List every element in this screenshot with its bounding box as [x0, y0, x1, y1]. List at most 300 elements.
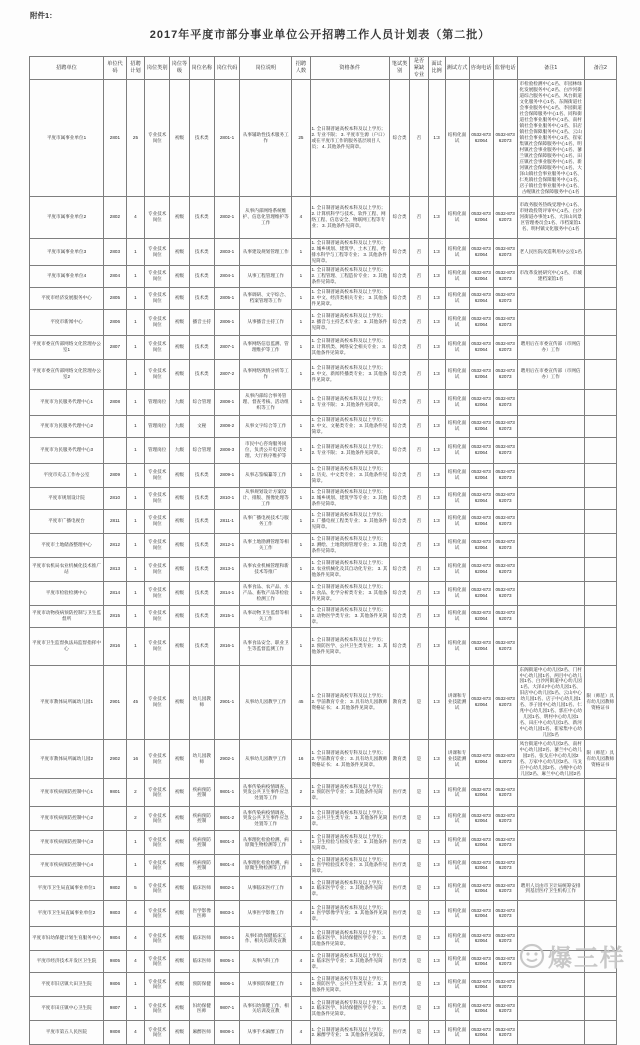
cell-test_method: 结构化面试	[445, 806, 469, 830]
cell-note1: 市政务服务热线受理中心1名、市财政投资评审中心1名、白沙河街道办事处1名、大泽山风景区管理委员会1名、市档案馆1名、明村镇文化服务中心1名	[517, 196, 584, 238]
cell-post_name: 技术类	[189, 557, 214, 581]
cell-post_grade: 初级	[170, 509, 189, 533]
cell-post_desc: 从事农业机械管理和新技术等推广	[240, 557, 292, 581]
cell-major_restrict: 否	[410, 557, 428, 581]
cell-unit: 平度市新闻中心	[30, 309, 104, 335]
cell-supervise_phone: 0532-87362073	[493, 627, 517, 665]
cell-post_type: 专业技术岗位	[145, 196, 170, 238]
cell-qualification: 1. 全日制普通高校本科及以上学历； 2. 临床医学、妇幼保健医学专业； 3. 其他条件见简章。	[310, 926, 389, 950]
cell-supervise_phone: 0532-87362073	[493, 238, 517, 265]
cell-note1	[517, 415, 584, 437]
cell-plan: 1	[126, 557, 144, 581]
cell-num: 4	[292, 950, 310, 972]
cell-note1	[517, 972, 584, 996]
cell-post_grade: 初级	[170, 926, 189, 950]
cell-unit: 平度市广播电视台	[30, 509, 104, 533]
cell-plan: 2	[126, 778, 144, 806]
cell-note1	[517, 533, 584, 557]
cell-plan: 25	[126, 80, 144, 196]
cell-plan: 4	[126, 926, 144, 950]
cell-written_type: 医疗类	[389, 900, 410, 926]
cell-num: 1	[292, 335, 310, 359]
column-header-test_method: 测试方式	[445, 57, 469, 80]
cell-num: 1	[292, 605, 310, 627]
table-row	[30, 996, 617, 1020]
cell-note1	[517, 463, 584, 487]
cell-test_method: 结构化面试	[445, 335, 469, 359]
column-header-post_desc: 岗位说明	[240, 57, 292, 80]
cell-note2	[584, 80, 616, 196]
column-header-num: 招聘人数	[292, 57, 310, 80]
cell-post_type: 专业技术岗位	[145, 265, 170, 287]
table-row	[30, 778, 617, 806]
cell-note2	[584, 778, 616, 806]
table-row	[30, 509, 617, 533]
cell-num: 1	[292, 389, 310, 415]
cell-unit_code	[103, 830, 126, 854]
cell-written_type: 综合类	[389, 265, 410, 287]
cell-supervise_phone: 0532-87362073	[493, 830, 517, 854]
table-row	[30, 487, 617, 509]
cell-major_restrict: 是	[410, 740, 428, 779]
cell-post_grade: 初级	[170, 972, 189, 996]
cell-unit: 平度市属事业单位4	[30, 265, 104, 287]
cell-post_grade: 初级	[170, 854, 189, 876]
cell-supervise_phone: 0532-87362073	[493, 389, 517, 415]
cell-qualification: 1. 全日制普通高校本科及以上学历； 2. 专业不限； 3. 其他条件见简章。	[310, 437, 389, 463]
cell-test_method: 结构化面试	[445, 830, 469, 854]
cell-qualification: 1. 全日制普通高校本科及以上学历； 2. 计算机科学与技术、软件工程、网络工程、信息安全、物联网工程等专业； 3. 其他条件见简章。	[310, 196, 389, 238]
cell-major_restrict: 否	[410, 309, 428, 335]
cell-post_grade: 初级	[170, 1020, 189, 1044]
cell-major_restrict: 否	[410, 581, 428, 605]
table-row	[30, 740, 617, 779]
cell-note1	[517, 309, 584, 335]
cell-consult_phone: 0532-87362064	[469, 627, 493, 665]
cell-note2	[584, 415, 616, 437]
cell-supervise_phone: 0532-87362073	[493, 196, 517, 238]
cell-consult_phone: 0532-87362064	[469, 557, 493, 581]
cell-plan: 1	[126, 487, 144, 509]
cell-test_method: 结构化面试	[445, 778, 469, 806]
cell-major_restrict: 否	[410, 287, 428, 309]
page-title: 2017年平度市部分事业单位公开招聘工作人员计划表（第二批）	[149, 29, 491, 41]
cell-consult_phone: 0532-87362064	[469, 509, 493, 533]
cell-post_type: 专业技术岗位	[145, 309, 170, 335]
cell-num: 2	[292, 778, 310, 806]
cell-supervise_phone: 0532-87362073	[493, 854, 517, 876]
cell-post_desc: 从事工程管理工作	[240, 265, 292, 287]
cell-note1	[517, 627, 584, 665]
cell-note2	[584, 806, 616, 830]
cell-unit_code: 9804	[103, 926, 126, 950]
cell-test_method: 结构化面试	[445, 972, 469, 996]
cell-written_type: 综合类	[389, 287, 410, 309]
cell-post_grade: 初级	[170, 557, 189, 581]
cell-post_grade: 初级	[170, 581, 189, 605]
cell-post_name: 临床医师	[189, 876, 214, 900]
cell-post_code: 2802-1	[214, 196, 239, 238]
cell-qualification: 1. 全日制普通高校本科及以上学历； 2. 城乡规划、建筑学等专业； 3. 其他条件见简章。	[310, 487, 389, 509]
cell-post_type: 专业技术岗位	[145, 830, 170, 854]
cell-test_method: 结构化面试	[445, 557, 469, 581]
cell-plan: 1	[126, 389, 144, 415]
cell-post_grade: 初级	[170, 605, 189, 627]
cell-unit_code: 2810	[103, 487, 126, 509]
cell-test_method: 结构化面试	[445, 605, 469, 627]
table-row	[30, 1020, 617, 1044]
cell-post_name: 文秘	[189, 415, 214, 437]
cell-post_grade: 初级	[170, 806, 189, 830]
cell-unit: 平度市土地储备整理中心	[30, 533, 104, 557]
cell-post_name: 技术类	[189, 335, 214, 359]
cell-post_desc: 市民中心咨询服务岗位，负责公开电话受理、大厅秩序维护等	[240, 437, 292, 463]
cell-written_type: 综合类	[389, 238, 410, 265]
cell-qualification: 1. 全日制普通高校专科及以上学历； 2. 预防医学、公共卫生类专业； 3. 其他条件见简章。	[310, 972, 389, 996]
cell-note2	[584, 309, 616, 335]
cell-unit: 平度市教体局所属幼儿园2	[30, 740, 104, 779]
cell-plan: 4	[126, 900, 144, 926]
cell-supervise_phone: 0532-87362073	[493, 487, 517, 509]
cell-num: 1	[292, 854, 310, 876]
cell-num: 1	[292, 287, 310, 309]
cell-major_restrict: 是	[410, 950, 428, 972]
cell-supervise_phone: 0532-87362073	[493, 806, 517, 830]
cell-post_name: 技术类	[189, 80, 214, 196]
cell-consult_phone: 0532-87362064	[469, 900, 493, 926]
cell-major_restrict: 是	[410, 900, 428, 926]
cell-consult_phone: 0532-87362064	[469, 876, 493, 900]
cell-post_name: 技术类	[189, 509, 214, 533]
table-row	[30, 389, 617, 415]
cell-plan: 4	[126, 196, 144, 238]
cell-post_name: 技术类	[189, 196, 214, 238]
cell-note2: 限（师范）具有幼儿园教师资格证书	[584, 665, 616, 740]
cell-post_type: 专业技术岗位	[145, 80, 170, 196]
cell-test_method: 结构化面试	[445, 533, 469, 557]
cell-test_method: 讲课和专业技能测试	[445, 740, 469, 779]
cell-unit: 平度市疾病预防控制中心4	[30, 854, 104, 876]
cell-supervise_phone: 0532-87362073	[493, 900, 517, 926]
cell-interview_ratio: 1:3	[428, 972, 445, 996]
cell-note1	[517, 1020, 584, 1044]
cell-post_code: 9802-1	[214, 876, 239, 900]
cell-test_method: 结构化面试	[445, 581, 469, 605]
cell-post_name: 疾病预防控制	[189, 806, 214, 830]
cell-note1: 老人民医院改造利用办公室1名	[517, 238, 584, 265]
cell-unit: 平度市委宣传部网络文化管理办公室2	[30, 359, 104, 389]
cell-note1: 东阁街道中心幼儿园2名、门村中心幼儿园1名、两目中心幼儿园1名、白沙河街道中心幼儿园1名、大泽山中心幼儿园1名、旧店中心幼儿园1名、云山中心幼儿园1名、店子中心幼儿园1名、李子园中心幼儿园1名、仁兆中心幼儿园1名、郭庄中心幼儿园1名、明村中心幼儿园1名、田庄中心幼儿园1名、新河中心幼儿园1名、崔家集中心幼儿园1名	[517, 665, 584, 740]
cell-note2	[584, 287, 616, 309]
cell-post_code: 2806-1	[214, 309, 239, 335]
cell-note2	[584, 605, 616, 627]
cell-post_grade: 初级	[170, 876, 189, 900]
cell-test_method: 结构化面试	[445, 1020, 469, 1044]
cell-written_type: 医疗类	[389, 996, 410, 1020]
cell-interview_ratio: 1:3	[428, 996, 445, 1020]
cell-qualification: 1. 全日制普通高校本科及以上学历； 2. 中文、文秘类专业； 3. 其他条件见简章。	[310, 415, 389, 437]
cell-qualification: 1. 全日制普通高校本科及以上学历； 2. 预防医学、公共卫生类专业； 3. 其他条件见简章。	[310, 627, 389, 665]
cell-post_type: 专业技术岗位	[145, 876, 170, 900]
cell-qualification: 1. 全日制普通高校本科及以上学历； 2. 播音与主持艺术专业； 3. 其他条件见简章。	[310, 309, 389, 335]
cell-unit_code	[103, 854, 126, 876]
cell-post_desc: 从事理化检验检测、病原微生物检测等工作	[240, 830, 292, 854]
cell-consult_phone: 0532-87362064	[469, 415, 493, 437]
cell-qualification: 1. 全日制普通高校本科及以上学历； 2. 公共卫生类专业； 3. 其他条件见简章。	[310, 806, 389, 830]
cell-post_code: 2816-1	[214, 627, 239, 665]
cell-note1	[517, 287, 584, 309]
cell-unit_code	[103, 806, 126, 830]
cell-written_type: 综合类	[389, 605, 410, 627]
cell-major_restrict: 是	[410, 830, 428, 854]
cell-post_name: 技术类	[189, 287, 214, 309]
cell-post_code: 2803-1	[214, 238, 239, 265]
cell-written_type: 综合类	[389, 437, 410, 463]
cell-plan: 1	[126, 854, 144, 876]
table-row	[30, 972, 617, 996]
cell-post_name: 幼儿园教师	[189, 740, 214, 779]
cell-interview_ratio: 1:3	[428, 806, 445, 830]
cell-post_type: 专业技术岗位	[145, 557, 170, 581]
table-row	[30, 359, 617, 389]
cell-post_grade: 初级	[170, 487, 189, 509]
cell-interview_ratio: 1:3	[428, 487, 445, 509]
table-row	[30, 830, 617, 854]
table-row	[30, 665, 617, 740]
cell-unit_code: 2801	[103, 80, 126, 196]
cell-supervise_phone: 0532-87362073	[493, 80, 517, 196]
column-header-note2: 备注2	[584, 57, 616, 80]
cell-qualification: 1. 全日制普通高校本科及以上学历； 2. 历史、中文类专业； 3. 其他条件见简章。	[310, 463, 389, 487]
cell-interview_ratio: 1:3	[428, 740, 445, 779]
cell-note2	[584, 463, 616, 487]
cell-post_code: 9803-1	[214, 900, 239, 926]
cell-post_type: 专业技术岗位	[145, 740, 170, 779]
cell-written_type: 综合类	[389, 509, 410, 533]
cell-qualification: 1. 全日制普通高校本科及以上学历； 2. 医学影像学专业； 3. 其他条件见简章。	[310, 900, 389, 926]
cell-note1	[517, 557, 584, 581]
cell-unit_code: 2902	[103, 740, 126, 779]
cell-consult_phone: 0532-87362064	[469, 389, 493, 415]
cell-post_name: 妇幼保健医师	[189, 996, 214, 1020]
plan-table	[29, 56, 617, 1045]
cell-note2	[584, 196, 616, 238]
cell-consult_phone: 0532-87362064	[469, 830, 493, 854]
cell-test_method: 结构化面试	[445, 926, 469, 950]
cell-num: 25	[292, 80, 310, 196]
cell-post_desc: 从事传染病疫情调查、突发公共卫生事件应急处置等工作	[240, 778, 292, 806]
cell-unit_code: 2816	[103, 627, 126, 665]
table-row	[30, 627, 617, 665]
cell-post_desc: 从事建设规划管理工作	[240, 238, 292, 265]
table-row	[30, 265, 617, 287]
cell-note1	[517, 996, 584, 1020]
cell-test_method: 结构化面试	[445, 265, 469, 287]
cell-post_grade: 九级	[170, 389, 189, 415]
cell-post_code: 2805-1	[214, 287, 239, 309]
cell-major_restrict: 是	[410, 996, 428, 1020]
cell-major_restrict: 是	[410, 806, 428, 830]
header-row	[30, 57, 617, 80]
cell-post_type: 专业技术岗位	[145, 806, 170, 830]
cell-plan: 1	[126, 581, 144, 605]
table-row	[30, 605, 617, 627]
cell-num: 1	[292, 972, 310, 996]
cell-plan: 1	[126, 463, 144, 487]
cell-plan: 45	[126, 665, 144, 740]
cell-num: 1	[292, 309, 310, 335]
cell-post_name: 医学影像医师	[189, 900, 214, 926]
cell-qualification: 1. 全日制普通高校专科及以上学历； 2. 学前教育专业； 3. 具有幼儿园教师资格证书； 4. 其他条件见简章。	[310, 740, 389, 779]
cell-interview_ratio: 1:3	[428, 557, 445, 581]
cell-post_grade: 初级	[170, 359, 189, 389]
cell-test_method: 结构化面试	[445, 487, 469, 509]
cell-consult_phone: 0532-87362064	[469, 605, 493, 627]
cell-consult_phone: 0532-87362064	[469, 581, 493, 605]
cell-consult_phone: 0532-87362064	[469, 854, 493, 876]
cell-post_code: 2811-1	[214, 509, 239, 533]
cell-unit_code: 2814	[103, 581, 126, 605]
table-row	[30, 287, 617, 309]
cell-post_name: 幼儿园教师	[189, 665, 214, 740]
cell-post_type: 专业技术岗位	[145, 238, 170, 265]
cell-plan: 1	[126, 509, 144, 533]
cell-num: 4	[292, 926, 310, 950]
cell-post_name: 技术类	[189, 627, 214, 665]
cell-num: 1	[292, 437, 310, 463]
cell-post_type: 专业技术岗位	[145, 950, 170, 972]
cell-unit_code	[103, 359, 126, 389]
cell-post_desc: 从事土地勘测管理等相关工作	[240, 533, 292, 557]
cell-consult_phone: 0532-87362064	[469, 1020, 493, 1044]
cell-written_type: 教育类	[389, 740, 410, 779]
cell-written_type: 综合类	[389, 463, 410, 487]
cell-post_name: 技术类	[189, 463, 214, 487]
cell-post_desc: 从事幼儿园教学工作	[240, 740, 292, 779]
cell-plan: 1	[126, 533, 144, 557]
cell-plan: 1	[126, 830, 144, 854]
cell-major_restrict: 否	[410, 415, 428, 437]
cell-unit_code: 2812	[103, 533, 126, 557]
cell-unit_code: 2811	[103, 509, 126, 533]
cell-note1	[517, 830, 584, 854]
cell-post_type: 专业技术岗位	[145, 359, 170, 389]
cell-post_type: 专业技术岗位	[145, 487, 170, 509]
cell-unit: 平度市疾病预防控制中心3	[30, 830, 104, 854]
table-row	[30, 900, 617, 926]
cell-note2	[584, 533, 616, 557]
table-row	[30, 463, 617, 487]
cell-interview_ratio: 1:3	[428, 359, 445, 389]
cell-plan: 1	[126, 359, 144, 389]
cell-unit: 平度市旧店镇大田卫生院	[30, 972, 104, 996]
cell-unit: 平度市为民服务代理中心3	[30, 437, 104, 463]
table-row	[30, 806, 617, 830]
cell-num: 4	[292, 900, 310, 926]
cell-interview_ratio: 1:3	[428, 389, 445, 415]
cell-qualification: 1. 全日制普通高校本科及以上学历； 2. 临床医学专业； 3. 其他条件见简章。	[310, 950, 389, 972]
column-header-major_restrict: 是否紧缺专业	[410, 57, 428, 80]
cell-post_grade: 初级	[170, 238, 189, 265]
cell-post_type: 专业技术岗位	[145, 509, 170, 533]
cell-test_method: 结构化面试	[445, 287, 469, 309]
column-header-plan: 招聘计划	[126, 57, 144, 80]
cell-test_method: 结构化面试	[445, 900, 469, 926]
cell-written_type: 医疗类	[389, 950, 410, 972]
cell-note1	[517, 854, 584, 876]
cell-plan: 2	[126, 806, 144, 830]
cell-post_type: 专业技术岗位	[145, 335, 170, 359]
cell-post_name: 技术类	[189, 238, 214, 265]
cell-qualification: 1. 全日制普通高校本科及以上学历； 2. 专业不限； 3. 平度市生源（户口）或在平度市工作的服务基层项目人员； 4. 其他条件见简章。	[310, 80, 389, 196]
cell-post_code: 2801-1	[214, 80, 239, 196]
cell-note2	[584, 335, 616, 359]
cell-note2	[584, 996, 616, 1020]
cell-unit_code: 9806	[103, 972, 126, 996]
cell-post_code: 9806-1	[214, 972, 239, 996]
cell-num: 1	[292, 238, 310, 265]
cell-supervise_phone: 0532-87362073	[493, 778, 517, 806]
cell-post_desc: 从事内部综合事务管理、督查考核、活动组织等工作	[240, 389, 292, 415]
column-header-unit_code: 单位代码	[103, 57, 126, 80]
cell-post_code: 2902-1	[214, 740, 239, 779]
cell-written_type: 医疗类	[389, 806, 410, 830]
cell-test_method: 结构化面试	[445, 854, 469, 876]
cell-unit: 平度市属事业单位2	[30, 196, 104, 238]
cell-interview_ratio: 1:3	[428, 876, 445, 900]
cell-qualification: 1. 全日制普通高校本科及以上学历； 2. 卫生检验与检疫专业； 3. 其他条件见简章。	[310, 830, 389, 854]
cell-num: 1	[292, 463, 310, 487]
cell-note1	[517, 778, 584, 806]
column-header-interview_ratio: 面试比例	[428, 57, 445, 80]
cell-written_type: 综合类	[389, 80, 410, 196]
cell-post_grade: 初级	[170, 335, 189, 359]
cell-unit: 平度市卫生局直属事业单位2	[30, 900, 104, 926]
cell-supervise_phone: 0532-87362073	[493, 533, 517, 557]
cell-note2	[584, 900, 616, 926]
cell-written_type: 综合类	[389, 309, 410, 335]
table-row	[30, 854, 617, 876]
cell-note1: 凤台街道中心幼儿园2名、南村中心幼儿园2名、蓼兰中心幼儿园2名、张戈庄中心幼儿园2名、万家中心幼儿园2名、马戈庄中心幼儿园2名、古岘中心幼儿园2名、麻兰中心幼儿园2名	[517, 740, 584, 779]
table-row	[30, 335, 617, 359]
cell-post_code: 9801-1	[214, 778, 239, 806]
cell-qualification: 1. 全日制普通高校本科及以上学历； 2. 麻醉学专业； 3. 其他条件见简章。	[310, 1020, 389, 1044]
cell-plan: 1	[126, 238, 144, 265]
cell-interview_ratio: 1:3	[428, 926, 445, 950]
cell-supervise_phone: 0532-87362073	[493, 581, 517, 605]
cell-written_type: 医疗类	[389, 778, 410, 806]
cell-unit_code: 2807	[103, 335, 126, 359]
cell-post_name: 疾病预防控制	[189, 830, 214, 854]
cell-note2	[584, 359, 616, 389]
cell-post_desc: 从事播音主持工作	[240, 309, 292, 335]
cell-written_type: 医疗类	[389, 876, 410, 900]
cell-note2	[584, 854, 616, 876]
cell-interview_ratio: 1:3	[428, 196, 445, 238]
cell-major_restrict: 否	[410, 80, 428, 196]
cell-post_name: 技术类	[189, 487, 214, 509]
cell-written_type: 综合类	[389, 581, 410, 605]
cell-consult_phone: 0532-87362064	[469, 265, 493, 287]
cell-major_restrict: 否	[410, 196, 428, 238]
cell-num: 1	[292, 415, 310, 437]
cell-plan: 1	[126, 627, 144, 665]
cell-note2	[584, 972, 616, 996]
cell-post_code: 2808-1	[214, 389, 239, 415]
cell-post_name: 疾病预防控制	[189, 778, 214, 806]
cell-note2	[584, 487, 616, 509]
cell-post_code: 2813-1	[214, 557, 239, 581]
